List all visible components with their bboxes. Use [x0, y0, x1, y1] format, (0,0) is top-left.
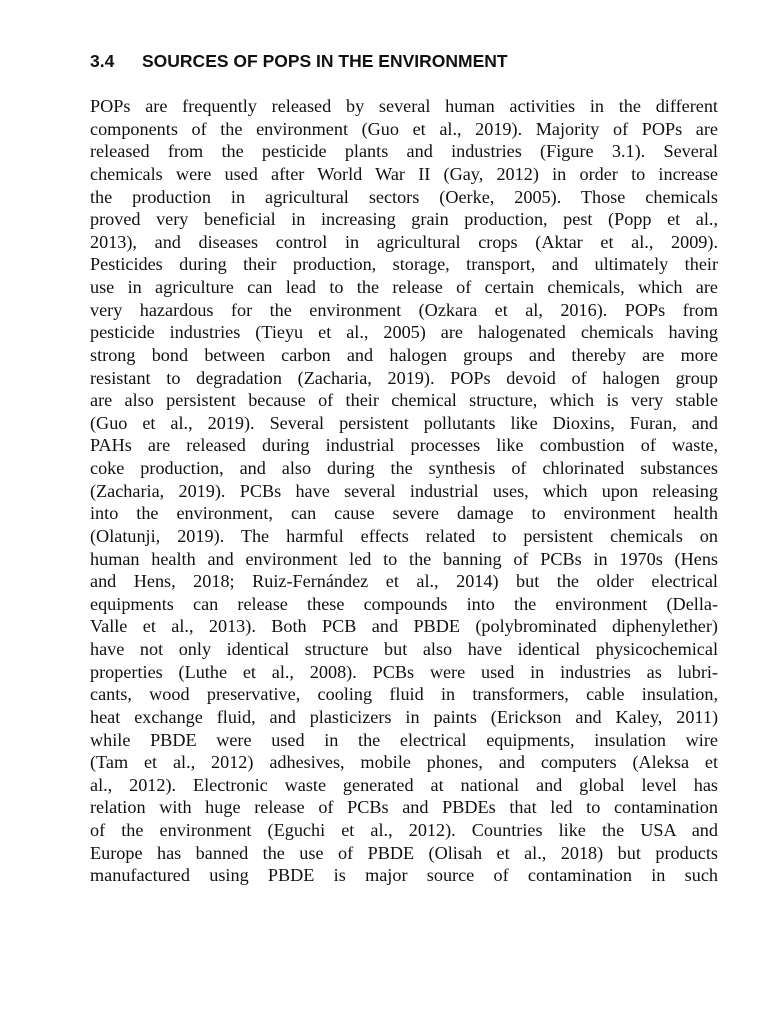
paragraph-line: while PBDE were used in the electrical equipments, insulation wire [90, 729, 718, 750]
paragraph-line: strong bond between carbon and halogen groups and thereby are more [90, 344, 718, 365]
paragraph-line: relation with huge release of PCBs and PBDEs that led to contamination [90, 797, 718, 818]
paragraph-line: released from the pesticide plants and industries (Figure 3.1). Several [90, 141, 718, 162]
paragraph-line: (Olatunji, 2019). The harmful effects related to persistent chemicals on [90, 525, 718, 546]
section-title: SOURCES OF POPS IN THE ENVIRONMENT [142, 51, 508, 71]
paragraph-line: al., 2012). Electronic waste generated at national and global level has [90, 774, 718, 795]
paragraph-line: have not only identical structure but also have identical physicochemical [90, 639, 718, 659]
paragraph-line: proved very beneficial in increasing grain production, pest (Popp et al., [90, 209, 718, 230]
paragraph-line: use in agriculture can lead to the release of certain chemicals, which are [90, 277, 718, 297]
paragraph-line: Pesticides during their production, storage, transport, and ultimately their [90, 254, 718, 275]
paragraph-line: properties (Luthe et al., 2008). PCBs were used in industries as lubri- [90, 661, 718, 682]
paragraph-line: human health and environment led to the banning of PCBs in 1970s (Hens [90, 548, 718, 569]
paragraph-line: Europe has banned the use of PBDE (Olisah et al., 2018) but products [90, 842, 718, 863]
body-paragraph [90, 95, 718, 887]
paragraph-line: coke production, and also during the synthesis of chlorinated substances [90, 458, 718, 478]
paragraph-line: of the environment (Eguchi et al., 2012). Countries like the USA and [90, 820, 718, 840]
paragraph-line: into the environment, can cause severe damage to environment health [90, 503, 718, 524]
section-number: 3.4 [90, 51, 115, 71]
paragraph-line: (Guo et al., 2019). Several persistent pollutants like Dioxins, Furan, and [90, 412, 718, 433]
paragraph-line: equipments can release these compounds into the environment (Della- [90, 593, 718, 614]
paragraph-line: 2013), and diseases control in agricultural crops (Aktar et al., 2009). [90, 231, 718, 252]
section-heading [90, 51, 508, 72]
paragraph-line: POPs are frequently released by several human activities in the different [90, 96, 718, 116]
paragraph-line: manufactured using PBDE is major source of contamination in such [90, 865, 718, 886]
paragraph-line: the production in agricultural sectors (Oerke, 2005). Those chemicals [90, 186, 718, 207]
paragraph-line: are also persistent because of their chemical structure, which is very stable [90, 390, 718, 411]
paragraph-line: resistant to degradation (Zacharia, 2019). POPs devoid of halogen group [90, 367, 718, 388]
paragraph-line: pesticide industries (Tieyu et al., 2005) are halogenated chemicals having [90, 322, 718, 343]
paragraph-line: components of the environment (Guo et al., 2019). Majority of POPs are [90, 118, 718, 139]
paragraph-line: (Zacharia, 2019). PCBs have several industrial uses, which upon releasing [90, 480, 718, 501]
paragraph-line: very hazardous for the environment (Ozkara et al, 2016). POPs from [90, 299, 718, 320]
paragraph-line: PAHs are released during industrial processes like combustion of waste, [90, 435, 718, 456]
paragraph-line: cants, wood preservative, cooling fluid in transformers, cable insulation, [90, 684, 718, 705]
paragraph-line: chemicals were used after World War II (Gay, 2012) in order to increase [90, 163, 718, 184]
paragraph-line: (Tam et al., 2012) adhesives, mobile phones, and computers (Aleksa et [90, 752, 718, 773]
paragraph-line: and Hens, 2018; Ruiz-Fernández et al., 2014) but the older electrical [90, 571, 718, 592]
paragraph-line: heat exchange fluid, and plasticizers in paints (Erickson and Kaley, 2011) [90, 706, 718, 727]
paragraph-line: Valle et al., 2013). Both PCB and PBDE (polybrominated diphenylether) [90, 616, 718, 637]
